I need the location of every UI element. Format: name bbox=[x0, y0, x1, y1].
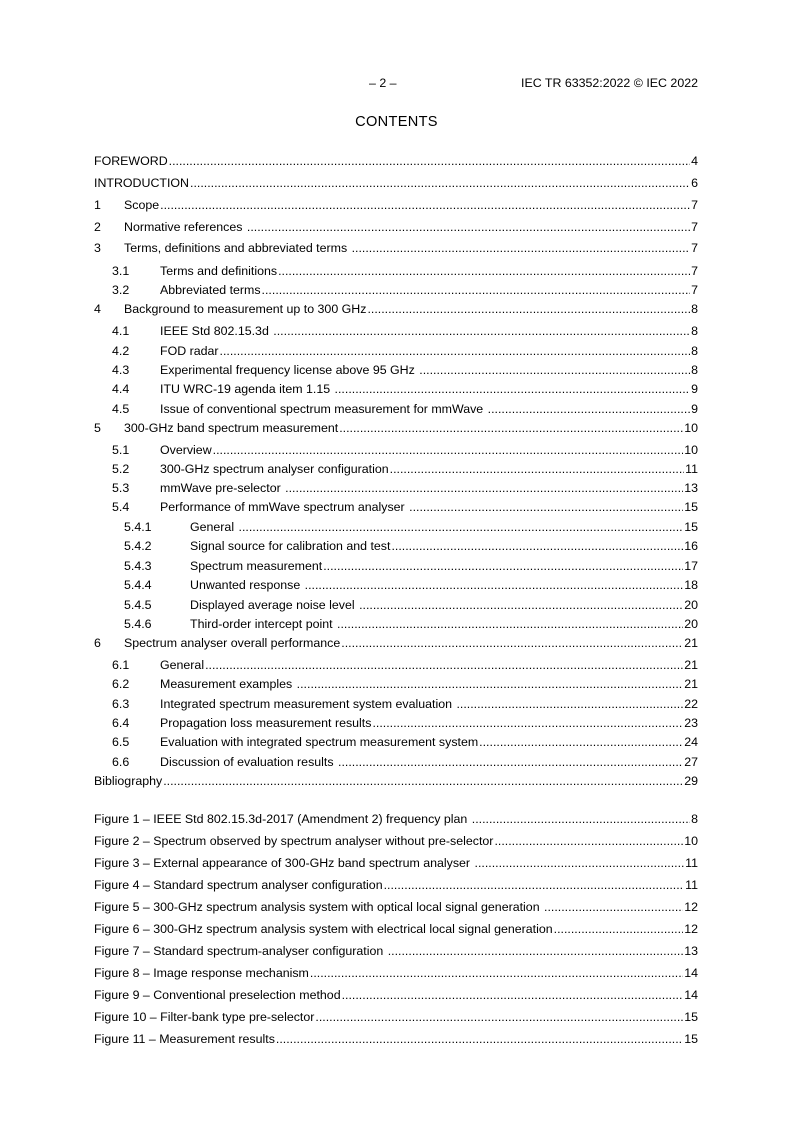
figure-entry-title: Figure 4 – Standard spectrum analyser configuration bbox=[94, 878, 383, 892]
page-title: CONTENTS bbox=[355, 114, 438, 130]
toc-entry-page: 8 bbox=[691, 363, 698, 377]
toc-entry[interactable] bbox=[94, 499, 698, 516]
figure-entry[interactable] bbox=[94, 987, 698, 1004]
toc-entry-number: 5.3 bbox=[112, 481, 130, 495]
dot-leader bbox=[352, 240, 691, 257]
figure-entry[interactable] bbox=[94, 877, 698, 894]
dot-leader bbox=[359, 597, 683, 614]
dot-leader bbox=[220, 343, 691, 360]
toc-entry[interactable] bbox=[94, 577, 698, 594]
toc-entry[interactable] bbox=[94, 401, 698, 418]
toc-entry-page: 15 bbox=[684, 520, 698, 534]
figure-entry-title: Figure 1 – IEEE Std 802.15.3d-2017 (Amendment 2) frequency plan bbox=[94, 812, 471, 826]
toc-entry-number: 6.1 bbox=[112, 658, 130, 672]
toc-entry-title: IEEE Std 802.15.3d bbox=[160, 324, 273, 338]
dot-leader bbox=[544, 899, 683, 916]
toc-entry-title: INTRODUCTION bbox=[94, 176, 189, 190]
dot-leader bbox=[372, 715, 683, 732]
dot-leader bbox=[315, 1009, 683, 1026]
figure-entry[interactable] bbox=[94, 899, 698, 916]
dot-leader bbox=[390, 461, 684, 478]
toc-entry-number: 6.2 bbox=[112, 677, 130, 691]
toc-entry-number: 4.4 bbox=[112, 382, 130, 396]
toc-entry-page: 20 bbox=[684, 617, 698, 631]
toc-entry[interactable] bbox=[94, 175, 698, 192]
toc-entry[interactable] bbox=[94, 442, 698, 459]
toc-entry[interactable] bbox=[94, 263, 698, 280]
toc-entry[interactable] bbox=[94, 362, 698, 379]
figure-entry[interactable] bbox=[94, 965, 698, 982]
toc-entry[interactable] bbox=[94, 773, 698, 790]
toc-entry-title: Signal source for calibration and test bbox=[190, 539, 391, 553]
toc-entry-title: Bibliography bbox=[94, 774, 163, 788]
toc-entry-title: General bbox=[190, 520, 238, 534]
toc-entry-title: mmWave pre-selector bbox=[160, 481, 285, 495]
dot-leader bbox=[285, 480, 683, 497]
toc-entry[interactable] bbox=[94, 461, 698, 478]
dot-leader bbox=[391, 538, 683, 555]
toc-entry-title: Displayed average noise level bbox=[190, 598, 359, 612]
toc-entry-page: 7 bbox=[691, 220, 698, 234]
dot-leader bbox=[554, 921, 684, 938]
toc-entry-title: Spectrum measurement bbox=[190, 559, 323, 573]
toc-entry-title: Scope bbox=[124, 198, 160, 212]
figure-entry-page: 11 bbox=[685, 856, 698, 870]
dot-leader bbox=[273, 323, 690, 340]
toc-entry[interactable] bbox=[94, 197, 698, 214]
dot-leader bbox=[494, 833, 683, 850]
toc-entry[interactable] bbox=[94, 381, 698, 398]
dot-leader bbox=[160, 197, 690, 214]
figure-entry-title: Figure 7 – Standard spectrum-analyser configuration bbox=[94, 944, 387, 958]
toc-entry[interactable] bbox=[94, 734, 698, 751]
toc-entry-page: 16 bbox=[684, 539, 698, 553]
toc-entry[interactable] bbox=[94, 715, 698, 732]
dot-leader bbox=[262, 282, 691, 299]
toc-entry-title: Background to measurement up to 300 GHz bbox=[124, 302, 367, 316]
toc-entry-number: 3.1 bbox=[112, 264, 130, 278]
figure-entry-title: Figure 10 – Filter-bank type pre-selector bbox=[94, 1010, 315, 1024]
dot-leader bbox=[239, 519, 684, 536]
figure-entry-title: Figure 9 – Conventional preselection method bbox=[94, 988, 341, 1002]
toc-entry-title: Unwanted response bbox=[190, 578, 304, 592]
toc-entry-number: 4.1 bbox=[112, 324, 130, 338]
toc-entry-title: Integrated spectrum measurement system evaluation bbox=[160, 697, 456, 711]
toc-entry[interactable] bbox=[94, 696, 698, 713]
toc-entry-page: 27 bbox=[684, 755, 698, 769]
figure-entry-title: Figure 5 – 300-GHz spectrum analysis system with optical local signal generation bbox=[94, 900, 544, 914]
toc-entry-number: 5.4.1 bbox=[124, 520, 152, 534]
dot-leader bbox=[339, 420, 683, 437]
toc-entry-number: 1 bbox=[94, 198, 101, 212]
figure-entry-page: 12 bbox=[684, 900, 698, 914]
toc-entry-title: Measurement examples bbox=[160, 677, 296, 691]
toc-entry-title: FOD radar bbox=[160, 344, 219, 358]
figure-entry[interactable] bbox=[94, 921, 698, 938]
toc-entry-page: 8 bbox=[691, 324, 698, 338]
toc-entry-page: 9 bbox=[691, 402, 698, 416]
toc-entry[interactable] bbox=[94, 323, 698, 340]
toc-entry-title: General bbox=[160, 658, 205, 672]
toc-entry-number: 5.4.5 bbox=[124, 598, 152, 612]
toc-entry-title: Evaluation with integrated spectrum measurement system bbox=[160, 735, 479, 749]
toc-entry-page: 13 bbox=[684, 481, 698, 495]
toc-entry-title: Terms and definitions bbox=[160, 264, 278, 278]
toc-entry[interactable] bbox=[94, 219, 698, 236]
page-header bbox=[95, 76, 698, 92]
toc-entry-title: FOREWORD bbox=[94, 154, 168, 168]
dot-leader bbox=[409, 499, 683, 516]
toc-entry-page: 11 bbox=[685, 462, 698, 476]
toc-entry-page: 6 bbox=[691, 176, 698, 190]
figure-entry-title: Figure 3 – External appearance of 300-GHz band spectrum analyser bbox=[94, 856, 474, 870]
toc-entry-title: Third-order intercept point bbox=[190, 617, 337, 631]
toc-entry[interactable] bbox=[94, 519, 698, 536]
toc-entry-page: 18 bbox=[684, 578, 698, 592]
toc-entry-number: 2 bbox=[94, 220, 101, 234]
figure-entry[interactable] bbox=[94, 1031, 698, 1048]
toc-entry-page: 10 bbox=[684, 443, 698, 457]
dot-leader bbox=[190, 175, 690, 192]
toc-entry-page: 15 bbox=[684, 500, 698, 514]
toc-entry-number: 6.5 bbox=[112, 735, 130, 749]
toc-entry-page: 22 bbox=[684, 697, 698, 711]
document-id: IEC TR 63352:2022 © IEC 2022 bbox=[521, 76, 698, 90]
toc-entry[interactable] bbox=[94, 240, 698, 257]
dot-leader bbox=[169, 153, 690, 170]
dot-leader bbox=[475, 855, 685, 872]
dot-leader bbox=[276, 1031, 683, 1048]
dot-leader bbox=[335, 381, 691, 398]
toc-entry-title: ITU WRC-19 agenda item 1.15 bbox=[160, 382, 334, 396]
dot-leader bbox=[341, 635, 683, 652]
figure-entry-page: 11 bbox=[685, 878, 698, 892]
toc-entry-number: 4.5 bbox=[112, 402, 130, 416]
dot-leader bbox=[213, 442, 684, 459]
toc-entry-title: Experimental frequency license above 95 GHz bbox=[160, 363, 419, 377]
toc-entry-number: 4 bbox=[94, 302, 101, 316]
toc-entry-page: 21 bbox=[684, 658, 698, 672]
toc-entry-title: Performance of mmWave spectrum analyser bbox=[160, 500, 409, 514]
figure-entry[interactable] bbox=[94, 855, 698, 872]
toc-entry-page: 7 bbox=[691, 264, 698, 278]
figure-entry-page: 10 bbox=[684, 834, 698, 848]
toc-entry-page: 7 bbox=[691, 241, 698, 255]
figure-entry[interactable] bbox=[94, 811, 698, 828]
toc-entry-number: 6.3 bbox=[112, 697, 130, 711]
figure-entry-page: 15 bbox=[684, 1032, 698, 1046]
toc-entry-title: 300-GHz spectrum analyser configuration bbox=[160, 462, 389, 476]
toc-entry[interactable] bbox=[94, 616, 698, 633]
toc-entry-title: Issue of conventional spectrum measurement for mmWave bbox=[160, 402, 487, 416]
figure-entry-page: 15 bbox=[684, 1010, 698, 1024]
toc-entry-page: 8 bbox=[691, 302, 698, 316]
dot-leader bbox=[305, 577, 684, 594]
dot-leader bbox=[388, 943, 683, 960]
toc-entry-page: 8 bbox=[691, 344, 698, 358]
dot-leader bbox=[342, 987, 684, 1004]
toc-entry-page: 17 bbox=[684, 559, 698, 573]
toc-entry-title: Spectrum analyser overall performance bbox=[124, 636, 341, 650]
toc-entry-number: 5.4.3 bbox=[124, 559, 152, 573]
toc-entry-number: 5.1 bbox=[112, 443, 130, 457]
dot-leader bbox=[488, 401, 690, 418]
toc-entry-number: 5 bbox=[94, 421, 101, 435]
toc-entry-number: 5.4 bbox=[112, 500, 130, 514]
toc-entry-title: Overview bbox=[160, 443, 212, 457]
figure-entry[interactable] bbox=[94, 943, 698, 960]
page-number: – 2 – bbox=[369, 76, 397, 90]
toc-entry-page: 7 bbox=[691, 198, 698, 212]
dot-leader bbox=[338, 754, 683, 771]
toc-entry[interactable] bbox=[94, 676, 698, 693]
toc-entry[interactable] bbox=[94, 301, 698, 318]
dot-leader bbox=[163, 773, 683, 790]
figure-entry-page: 13 bbox=[684, 944, 698, 958]
toc-entry-number: 5.4.2 bbox=[124, 539, 152, 553]
toc-entry-title: Discussion of evaluation results bbox=[160, 755, 337, 769]
toc-entry-page: 21 bbox=[684, 636, 698, 650]
dot-leader bbox=[278, 263, 690, 280]
dot-leader bbox=[205, 657, 683, 674]
toc-entry-number: 3 bbox=[94, 241, 101, 255]
dot-leader bbox=[419, 362, 690, 379]
toc-entry-number: 6 bbox=[94, 636, 101, 650]
toc-entry-title: Abbreviated terms bbox=[160, 283, 261, 297]
dot-leader bbox=[323, 558, 683, 575]
toc-entry[interactable] bbox=[94, 635, 698, 652]
dot-leader bbox=[297, 676, 684, 693]
toc-entry-page: 4 bbox=[691, 154, 698, 168]
figure-entry-title: Figure 2 – Spectrum observed by spectrum analyser without pre-selector bbox=[94, 834, 494, 848]
figure-entry[interactable] bbox=[94, 1009, 698, 1026]
toc-entry[interactable] bbox=[94, 282, 698, 299]
figure-entry-title: Figure 8 – Image response mechanism bbox=[94, 966, 309, 980]
dot-leader bbox=[479, 734, 683, 751]
figure-entry-page: 14 bbox=[684, 966, 698, 980]
toc-entry-title: 300-GHz band spectrum measurement bbox=[124, 421, 339, 435]
toc-entry-number: 6.4 bbox=[112, 716, 130, 730]
toc-entry-page: 20 bbox=[684, 598, 698, 612]
toc-entry-page: 10 bbox=[684, 421, 698, 435]
toc-entry[interactable] bbox=[94, 420, 698, 437]
toc-entry-number: 5.4.4 bbox=[124, 578, 152, 592]
toc-entry[interactable] bbox=[94, 153, 698, 170]
toc-entry-page: 24 bbox=[684, 735, 698, 749]
toc-entry-page: 23 bbox=[684, 716, 698, 730]
toc-entry[interactable] bbox=[94, 657, 698, 674]
toc-entry-number: 5.2 bbox=[112, 462, 130, 476]
figure-entry-page: 12 bbox=[684, 922, 698, 936]
dot-leader bbox=[367, 301, 690, 318]
toc-entry-number: 6.6 bbox=[112, 755, 130, 769]
dot-leader bbox=[247, 219, 690, 236]
figure-entry-title: Figure 11 – Measurement results bbox=[94, 1032, 275, 1046]
dot-leader bbox=[310, 965, 683, 982]
toc-entry-title: Terms, definitions and abbreviated terms bbox=[124, 241, 351, 255]
toc-entry-page: 7 bbox=[691, 283, 698, 297]
toc-entry[interactable] bbox=[94, 754, 698, 771]
figure-entry-title: Figure 6 – 300-GHz spectrum analysis system with electrical local signal generation bbox=[94, 922, 553, 936]
toc-entry-page: 21 bbox=[684, 677, 698, 691]
toc-entry-title: Propagation loss measurement results bbox=[160, 716, 372, 730]
dot-leader bbox=[456, 696, 683, 713]
toc-entry-page: 9 bbox=[691, 382, 698, 396]
toc-entry-title: Normative references bbox=[124, 220, 246, 234]
figure-entry-page: 8 bbox=[691, 812, 698, 826]
toc-entry-number: 3.2 bbox=[112, 283, 130, 297]
toc-entry[interactable] bbox=[94, 538, 698, 555]
toc-entry-number: 5.4.6 bbox=[124, 617, 152, 631]
toc-entry[interactable] bbox=[94, 343, 698, 360]
toc-entry-number: 4.3 bbox=[112, 363, 130, 377]
toc-entry[interactable] bbox=[94, 480, 698, 497]
figure-entry[interactable] bbox=[94, 833, 698, 850]
toc-entry-number: 4.2 bbox=[112, 344, 130, 358]
toc-entry[interactable] bbox=[94, 597, 698, 614]
figure-entry-page: 14 bbox=[684, 988, 698, 1002]
toc-entry-page: 29 bbox=[684, 774, 698, 788]
dot-leader bbox=[337, 616, 683, 633]
toc-entry[interactable] bbox=[94, 558, 698, 575]
dot-leader bbox=[384, 877, 685, 894]
dot-leader bbox=[472, 811, 690, 828]
